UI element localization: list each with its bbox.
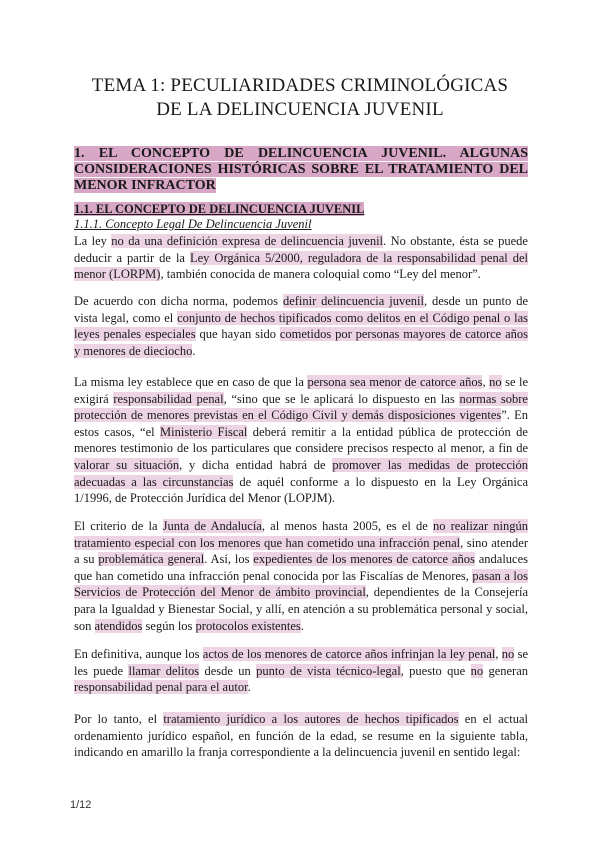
highlight: punto de vista técnico-legal [256,663,401,678]
text-run: de aquél conforme a lo dispuesto en la Ley Orgánica 1/1996, de Protección Jurídica del Menor (LOPJM). [74,474,528,506]
highlight: no da una definición expresa de delincuencia juvenil [111,234,384,248]
highlight: actos de los menores de catorce años infrinjan la ley penal [202,647,496,661]
highlight: no [501,647,515,661]
highlight: tratamiento jurídico a los autores de hechos tipificados [163,712,459,726]
highlight: no realizar ningún tratamiento especial con los menores que han cometido una infracción penal [74,519,528,550]
section-heading [74,146,528,194]
text-run: deberá remitir a la entidad pública de protección de menores testimonio de los particulares que considere precisos respecto al menor, a fin de [74,424,528,456]
text-run: , y dicha entidad habrá de [179,457,333,472]
highlight: no [470,663,484,678]
subsubsection-heading: 1.1.1. Concepto Legal De Delincuencia Juvenil [74,217,312,231]
highlight: expedientes de los menores de catorce años [253,552,475,567]
text-run: , [495,647,502,661]
text-run: ”. En estos casos, “el [74,408,528,439]
highlight: responsabilidad penal para el autor [74,680,248,695]
paragraph-1 [74,233,528,283]
highlight: no [489,375,502,389]
text-run: se le exigirá [74,375,529,406]
highlight: cometidos por personas mayores de catorce años y menores de dieciocho [74,327,528,358]
text-run: El criterio de la [74,519,163,533]
highlight: conjunto de hechos tipificados como delitos en el Código penal o las leyes penales especiales [74,310,528,342]
text-run: , desde un punto de vista legal, como el [74,294,528,325]
highlight: problemática general [98,552,205,567]
title-line-1: TEMA 1: PECULIARIDADES CRIMINOLÓGICAS [91,75,509,96]
highlight: persona sea menor de catorce años [307,375,483,389]
text-run: se les puede [74,647,528,678]
section-heading-text: 1. EL CONCEPTO DE DELINCUENCIA JUVENIL. ALGUNAS CONSIDERACIONES HISTÓRICAS SOBRE EL TRATAMIENTO DEL MENOR INFRACTOR [74,146,528,193]
text-run: , dependientes de la Consejería para la Igualdad y Bienestar Social, y allí, en atención a su problemática personal y social, son [74,585,529,633]
text-run: , también conocida de manera coloquial como “Ley del menor”. [160,267,481,282]
text-run: que hayan sido [195,327,280,342]
highlight: Ley Orgánica 5/2000, reguladora de la responsabilidad penal del menor (LORPM) [74,250,528,282]
text-run: Por lo tanto, el [74,712,164,726]
text-run: , al menos hasta 2005, es el de [261,519,433,533]
text-run: , puesto que [400,663,471,678]
text-run: , [482,375,490,389]
text-run: . [300,618,304,633]
text-run: , “sino que se le aplicará lo dispuesto en las [223,391,460,406]
highlight: responsabilidad penal [113,391,224,406]
text-run: según los [142,618,196,633]
paragraph-6 [74,711,528,761]
page-title [40,74,560,122]
page-number: 1/12 [70,799,92,811]
text-run: , sino atender a su [74,535,528,567]
highlight: Junta de Andalucía [162,519,262,533]
text-run: . [247,680,251,695]
highlight: llamar delitos [128,663,200,678]
paragraph-2 [74,293,528,359]
text-run: andaluces que han cometido una infracción penal conocida por las Fiscalías de Menores, [74,552,528,583]
highlight: definir delincuencia juvenil [282,294,424,308]
highlight: protocolos existentes [195,618,301,633]
paragraph-5 [74,646,528,696]
text-run: La misma ley establece que en caso de que la [74,375,308,389]
highlight: valorar su situación [74,457,180,472]
text-run: generan [483,663,528,678]
subsection-heading-text: 1.1. EL CONCEPTO DE DELINCUENCIA JUVENIL [74,202,365,216]
paragraph-4 [74,518,528,634]
paragraph-3 [74,374,528,507]
text-run: . Así, los [204,552,254,567]
text-run: en el actual ordenamiento jurídico español, en función de la edad, se resume en la siguiente tabla, indicando en amarillo la franja correspondiente a la delincuencia juvenil en sentido legal: [74,712,528,760]
highlight: promover las medidas de protección adecuadas a las circunstancias [74,457,529,489]
title-line-2: DE LA DELINCUENCIA JUVENIL [156,99,444,120]
highlight: atendidos [94,618,143,633]
text-run: De acuerdo con dicha norma, podemos [74,294,283,308]
subsection-heading [74,202,528,216]
text-run: La ley [74,234,112,248]
highlight: normas sobre protección de menores previstas en el Código Civil y demás disposiciones vigentes [74,391,528,423]
highlight: pasan a los Servicios de Protección del Menor de ámbito provincial [74,568,528,600]
text-run: desde un [199,663,257,678]
text-run: . [192,343,196,358]
text-run: En definitiva, aunque los [74,647,203,661]
highlight: Ministerio Fiscal [160,424,248,439]
text-run: . No obstante, ésta se puede deducir a partir de la [74,234,528,265]
